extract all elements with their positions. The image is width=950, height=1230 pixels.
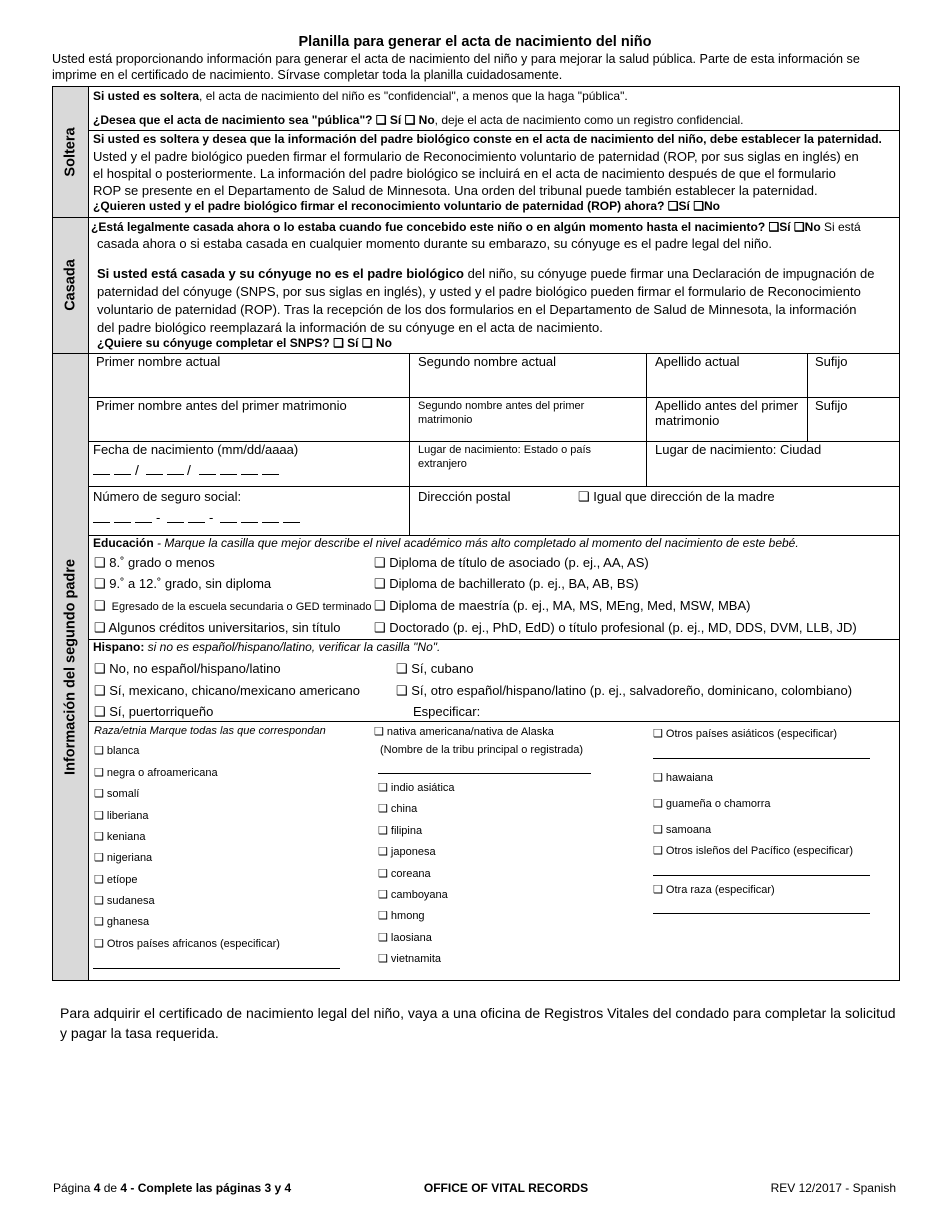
race-white[interactable]: ❑ blanca [94, 745, 140, 757]
race-other-african[interactable]: ❑ Otros países africanos (especificar) [94, 938, 280, 950]
row-divider-3 [88, 486, 900, 487]
footnote: Para adquirir el certificado de nacimiento legal del niño, vaya a una oficina de Registros Vitales del condado para completar la solicitud y pagar la tasa requerida. [60, 1005, 896, 1042]
soltera-p2-heading: Si usted es soltera y desea que la información del padre biológico conste en el acta de nacimiento del niño, debe establecer la paternidad. [93, 132, 882, 146]
last-name-field[interactable]: Apellido actual [655, 354, 740, 369]
footer-revision: REV 12/2017 - Spanish [770, 1181, 896, 1195]
soltera-rop-question[interactable]: ¿Quieren usted y el padre biológico firmar el reconocimiento voluntario de paternidad (ROP) ahora? ❑Sí ❑No [93, 199, 720, 213]
other-pacific-specify-line[interactable] [653, 875, 870, 876]
soltera-p1: Si usted es soltera, el acta de nacimiento del niño es "confidencial", a menos que la haga "pública". [93, 89, 628, 103]
race-vietnamese[interactable]: ❑ vietnamita [378, 953, 442, 965]
casada-label-cell [53, 217, 89, 353]
tribe-name-line[interactable] [378, 773, 591, 774]
casada-snps-question[interactable]: ¿Quiere su cónyuge completar el SNPS? ❑ Sí ❑ No [97, 336, 392, 350]
race-kenyan[interactable]: ❑ keniana [94, 831, 146, 843]
hisp-option-mexican[interactable]: ❑ Sí, mexicano, chicano/mexicano americano [94, 683, 360, 698]
soltera-label: Soltera [61, 126, 78, 177]
education-heading: Educación - Marque la casilla que mejor describe el nivel académico más alto completado al momento del nacimiento de este bebé. [93, 536, 799, 550]
casada-p2-line3: voluntario de paternidad (ROP). Tras la recepción de los dos formularios en el Departamento de Salud de Minnesota, la información [97, 302, 857, 317]
hisp-specify[interactable]: Especificar: [413, 704, 481, 719]
edu-option-some-college[interactable]: ❑ Algunos créditos universitarios, sin título [94, 620, 341, 635]
soltera-casada-divider [52, 217, 900, 218]
race-japanese[interactable]: ❑ japonesa [378, 846, 436, 858]
birthplace-state-l2: extranjero [418, 458, 467, 470]
race-cambodian[interactable]: ❑ camboyana [378, 889, 448, 901]
edu-option-ged[interactable]: ❑ Egresado de la escuela secundaria o GED terminado [94, 598, 372, 613]
row-divider-4 [88, 535, 900, 536]
race-other-pacific[interactable]: ❑ Otros isleños del Pacífico (especificar) [653, 845, 853, 857]
race-other[interactable]: ❑ Otra raza (especificar) [653, 884, 775, 896]
soltera-divider [88, 130, 900, 131]
race-guamanian[interactable]: ❑ guameña o chamorra [653, 798, 771, 810]
middle-name-prior-l2: matrimonio [418, 414, 473, 426]
first-name-prior-field[interactable]: Primer nombre antes del primer matrimonio [96, 398, 347, 413]
soltera-public-question[interactable]: ¿Desea que el acta de nacimiento sea "pública"? ❑ Sí ❑ No, deje el acta de nacimiento como un registro confidencial. [93, 113, 744, 127]
label-column-divider [88, 86, 89, 981]
race-ethiopian[interactable]: ❑ etíope [94, 874, 138, 886]
same-address-checkbox[interactable]: ❑ Igual que dirección de la madre [578, 489, 775, 504]
address-field[interactable]: Dirección postal [418, 489, 511, 504]
education-hispanic-divider [88, 639, 900, 640]
other-african-specify-line[interactable] [93, 968, 340, 969]
col-divider-1 [409, 353, 410, 535]
hispanic-heading: Hispano: si no es español/hispano/latino, verificar la casilla "No". [93, 640, 441, 654]
edu-option-8th[interactable]: ❑ 8.˚ grado o menos [94, 555, 215, 570]
race-ghanaian[interactable]: ❑ ghanesa [94, 916, 150, 928]
other-asian-specify-line[interactable] [653, 758, 870, 759]
table-border-right [899, 86, 900, 981]
soltera-p2-line1: Usted y el padre biológico pueden firmar el formulario de Reconocimiento voluntario de paternidad (ROP, por sus siglas en inglés) en [93, 149, 859, 164]
race-asian-indian[interactable]: ❑ indio asiática [378, 782, 455, 794]
col-divider-3 [807, 353, 808, 441]
suffix-field[interactable]: Sufijo [815, 354, 848, 369]
race-laotian[interactable]: ❑ laosiana [378, 932, 432, 944]
edu-option-9-12[interactable]: ❑ 9.˚ a 12.˚ grado, sin diploma [94, 576, 272, 591]
table-border-top [52, 86, 900, 87]
casada-p2-line1: Si usted está casada y su cónyuge no es el padre biológico del niño, su cónyuge puede firmar una Declaración de impugnación de [97, 266, 875, 281]
race-liberian[interactable]: ❑ liberiana [94, 810, 149, 822]
padre-label-cell [53, 353, 89, 980]
footer-page-info: Página 4 de 4 - Complete las páginas 3 y 4 [53, 1181, 292, 1195]
race-somali[interactable]: ❑ somalí [94, 788, 140, 800]
ssn-label: Número de seguro social: [93, 489, 242, 504]
padre-label: Información del segundo padre [61, 558, 78, 775]
intro-text: Usted está proporcionando información para generar el acta de nacimiento del niño y para mejorar la salud pública. Parte de esta información se imprime en el certificado de nacimiento. Sírvase completar toda la planilla cuidadosamente. [52, 52, 860, 83]
table-border-bottom [52, 980, 900, 981]
edu-option-doctorate[interactable]: ❑ Doctorado (p. ej., PhD, EdD) o título profesional (p. ej., MD, DDS, DVM, LLB, JD) [374, 620, 857, 635]
race-nigerian[interactable]: ❑ nigeriana [94, 852, 153, 864]
race-hmong[interactable]: ❑ hmong [378, 910, 425, 922]
last-name-prior-l1[interactable]: Apellido antes del primer [655, 398, 799, 413]
race-heading: Raza/etnia Marque todas las que correspondan [94, 725, 326, 737]
ssn-input[interactable]: - - [93, 508, 413, 528]
hisp-option-puerto-rican[interactable]: ❑ Sí, puertorriqueño [94, 704, 214, 719]
casada-married-question[interactable]: ¿Está legalmente casada ahora o lo estaba cuando fue concebido este niño o en algún momento hasta el nacimiento? ❑Sí ❑No Si está [91, 220, 861, 234]
soltera-p2-line3: ROP se presente en el Departamento de Salud de Minnesota. Una orden del tribunal puede también establecer la paternidad. [93, 183, 818, 198]
last-name-prior-l2: matrimonio [655, 413, 720, 428]
race-korean[interactable]: ❑ coreana [378, 868, 431, 880]
middle-name-field[interactable]: Segundo nombre actual [418, 354, 557, 369]
birth-city-field[interactable]: Lugar de nacimiento: Ciudad [655, 442, 822, 457]
hisp-option-no[interactable]: ❑ No, no español/hispano/latino [94, 661, 281, 676]
soltera-label-cell [53, 86, 89, 217]
race-tribe-label: (Nombre de la tribu principal o registrada) [380, 744, 583, 756]
page-title: Planilla para generar el acta de nacimiento del niño [298, 34, 652, 50]
race-black[interactable]: ❑ negra o afroamericana [94, 767, 218, 779]
hisp-option-cuban[interactable]: ❑ Sí, cubano [396, 661, 474, 676]
edu-option-associate[interactable]: ❑ Diploma de título de asociado (p. ej., AA, AS) [374, 555, 649, 570]
hisp-option-other[interactable]: ❑ Sí, otro español/hispano/latino (p. ej., salvadoreño, dominicano, colombiano) [396, 683, 853, 698]
race-chinese[interactable]: ❑ china [378, 803, 418, 815]
casada-padre-divider [52, 353, 900, 354]
table-border-left [52, 86, 53, 981]
other-race-specify-line[interactable] [653, 913, 870, 914]
race-samoan[interactable]: ❑ samoana [653, 824, 712, 836]
edu-option-bachelor[interactable]: ❑ Diploma de bachillerato (p. ej., BA, AB, BS) [374, 576, 639, 591]
race-filipino[interactable]: ❑ filipina [378, 825, 423, 837]
casada-q1-line2: casada ahora o si estaba casada en cualquier momento durante su embarazo, su cónyuge es el padre legal del niño. [97, 236, 772, 251]
soltera-p2-line2: el hospital o posteriormente. La información del padre biológico se incluirá en el acta de nacimiento después de que el formulario [93, 166, 836, 181]
birthplace-state-l1[interactable]: Lugar de nacimiento: Estado o país [418, 444, 592, 456]
hispanic-race-divider [88, 721, 900, 722]
row-divider-2 [88, 441, 900, 442]
race-native-american[interactable]: ❑ nativa americana/nativa de Alaska [374, 726, 554, 738]
suffix-prior-field[interactable]: Sufijo [815, 398, 848, 413]
race-other-asian[interactable]: ❑ Otros países asiáticos (especificar) [653, 728, 838, 740]
race-sudanese[interactable]: ❑ sudanesa [94, 895, 155, 907]
race-hawaiian[interactable]: ❑ hawaiana [653, 772, 714, 784]
casada-label: Casada [61, 259, 78, 311]
footer-office: OFFICE OF VITAL RECORDS [423, 1181, 589, 1195]
first-name-field[interactable]: Primer nombre actual [96, 354, 221, 369]
middle-name-prior-l1[interactable]: Segundo nombre antes del primer [418, 400, 585, 412]
casada-p2-line4: del padre biológico reemplazará la información de su cónyuge en el acta de nacimiento. [97, 320, 603, 335]
row-divider-1 [88, 397, 900, 398]
dob-input[interactable]: / / [93, 460, 413, 480]
casada-p2-line2: paternidad del cónyuge (SNPS, por sus siglas en inglés), y usted y el padre biológico pueden firmar el formulario de Reconocimiento [97, 284, 861, 299]
dob-label: Fecha de nacimiento (mm/dd/aaaa) [93, 442, 299, 457]
edu-option-master[interactable]: ❑ Diploma de maestría (p. ej., MA, MS, MEng, Med, MSW, MBA) [374, 598, 751, 613]
col-divider-2 [646, 353, 647, 486]
